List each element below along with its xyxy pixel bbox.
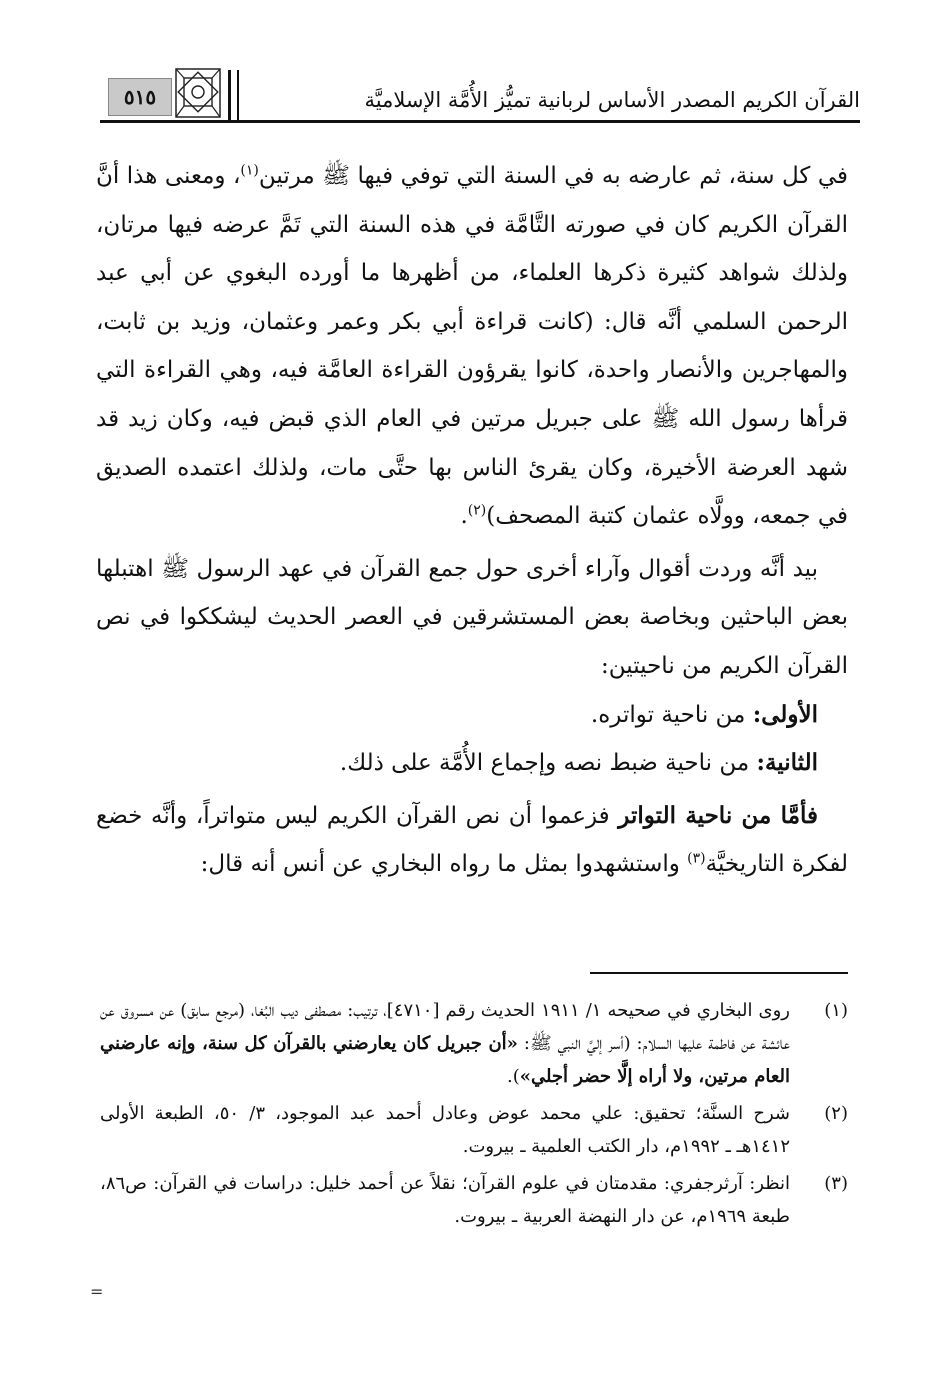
footnote [100, 1167, 848, 1233]
footnote-number: (٢) [824, 1103, 848, 1124]
margin-mark: = [90, 1282, 104, 1301]
header-rule [100, 120, 860, 123]
running-title: القرآن الكريم المصدر الأساس لربانية تميُّز الأُمَّة الإسلاميَّة [364, 88, 860, 112]
paragraph [96, 152, 848, 541]
paragraph-lead: فأمَّا من ناحية التواتر [618, 801, 819, 829]
footnote-ref[interactable]: (٣) [687, 850, 706, 867]
header-separator [237, 70, 239, 122]
text-run: في كل سنة، ثم عارضه به في السنة التي توفي فيها ﷺ مرتين [258, 163, 848, 189]
page-number: ٥١٥ [123, 85, 157, 109]
main-text [96, 152, 848, 889]
footnote-ref[interactable]: (٢) [467, 502, 487, 519]
item-text: من ناحية تواتره. [590, 701, 753, 728]
footnote-text: شرح السنَّة؛ تحقيق: علي محمد عوض وعادل أحمد عبد الموجود، ٣/ ٥٠، الطبعة الأولى ١٤١٢هـ ـ ١٩٩٢م، دار الكتب العلمية ـ بيروت. [100, 1103, 790, 1157]
footnote-quote: «أن جبريل كان يعارضني بالقرآن كل سنة، وإنه عارضني العام مرتين، ولا أراه إلَّا حضر أجلي» [100, 1033, 790, 1087]
item-label: الثانية: [756, 749, 818, 777]
footnote [100, 1097, 848, 1163]
footnote-text: ). [506, 1066, 520, 1087]
footnote-number: (٣) [824, 1173, 848, 1194]
footnote-number: (١) [824, 1000, 848, 1021]
item-text: من ناحية ضبط نصه وإجماع الأُمَّة على ذلك. [339, 750, 757, 777]
text-run: ، ومعنى هذا أنَّ القرآن الكريم كان في صورته التَّامَّة في هذه السنة التي تَمَّ عرضه فيها مرتان، ولذلك شواهد كثيرة ذكرها العلماء، من أظهرها ما أورده البغوي عن أبي عبد الرحمن السلمي أنَّه قال: (كانت قراءة أبي بكر وعمر وعثمان، وزيد بن ثابت، والمهاجرين والأنصار واحدة، كانوا يقرؤون القراءة العامَّة فيه، وهي القراءة التي قرأها رسول الله ﷺ على جبريل مرتين في العام الذي قبض فيه، وكان زيد قد شهد العرضة الأخيرة، وكان يقرئ الناس بها حتَّى مات، ولذلك اعتمده الصديق في جمعه، وولَّاه عثمان كتبة المصحف) [96, 163, 848, 530]
list-item [96, 691, 848, 740]
page-number-box [108, 78, 172, 116]
paragraph [96, 792, 848, 889]
list-item [96, 739, 848, 788]
footnote-text: روى البخاري في صحيحه ١/ ١٩١١ الحديث رقم [٤٧١٠]، ترتيب: مصطفى ديب البُغا، (مرجع سابق) عن مسروق عن عائشة عن فاطمة عليها السلام: (أسر إليَّ النبي ﷺ: [100, 1000, 790, 1054]
page-header [100, 62, 860, 124]
footnotes [100, 994, 848, 1237]
geometric-ornament-icon [175, 68, 221, 118]
footnote-ref[interactable]: (١) [240, 162, 259, 179]
text-run: فزعموا أن نص القرآن الكريم ليس متواتراً، وأنَّه خضع لفكرة التاريخيَّة [96, 802, 848, 878]
item-label: الأولى: [752, 700, 818, 728]
header-separator [228, 70, 231, 122]
text-run: واستشهدوا بمثل ما رواه البخاري عن أنس أنه قال: [200, 851, 688, 878]
text-run: . [460, 503, 468, 530]
footnote [100, 994, 848, 1093]
paragraph: بيد أنَّه وردت أقوال وآراء أخرى حول جمع القرآن في عهد الرسول ﷺ اهتبلها بعض الباحثين وبخاصة بعض المستشرقين في العصر الحديث ليشككوا في نص القرآن الكريم من ناحيتين: [96, 555, 848, 679]
footnote-text: انظر: آرثرجفري: مقدمتان في علوم القرآن؛ نقلاً عن أحمد خليل: دراسات في القرآن: ص٨٦، طبعة ١٩٦٩م، عن دار النهضة العربية ـ بيروت. [100, 1173, 790, 1227]
footnote-rule [590, 972, 848, 974]
